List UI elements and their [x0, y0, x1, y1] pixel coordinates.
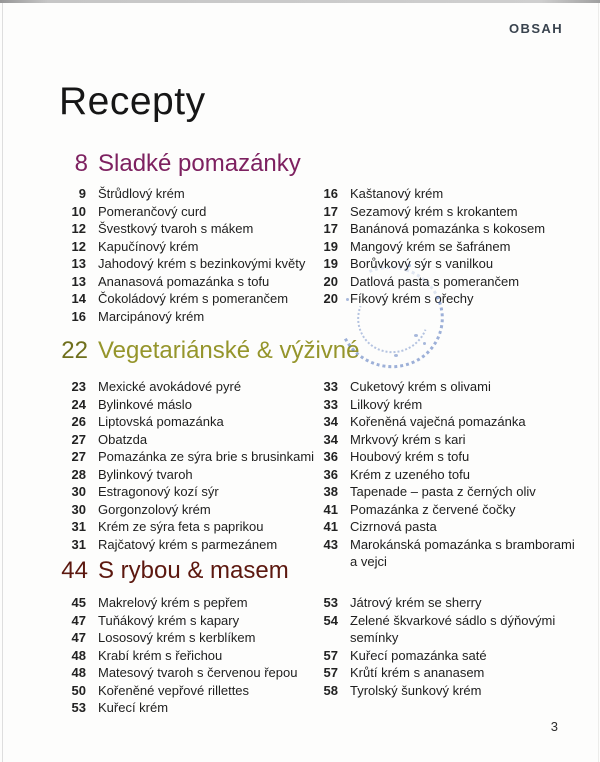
entry-title: Sezamový krém s krokantem	[350, 203, 518, 219]
toc-entry	[58, 467, 314, 485]
toc-entry	[58, 519, 314, 537]
entry-title: Pomerančový curd	[98, 203, 207, 219]
toc-entry	[310, 467, 575, 485]
entry-title: Marokánská pomazánka s bramborami	[350, 536, 575, 552]
contents-label: OBSAH	[509, 21, 563, 36]
entry-title: Cuketový krém s olivami	[350, 379, 491, 394]
toc-entry	[58, 700, 297, 718]
toc-column	[58, 186, 305, 326]
entry-page-number: 38	[323, 484, 338, 499]
entry-page-number: 17	[323, 221, 338, 236]
entry-page-number: 13	[71, 256, 86, 271]
toc-entry-continuation	[310, 630, 555, 648]
toc-column	[310, 379, 575, 572]
entry-title: Pomazánka z červené čočky	[350, 501, 516, 517]
toc-entry	[58, 274, 305, 292]
toc-entry	[58, 502, 314, 520]
entry-page-number: 13	[71, 273, 86, 289]
entry-page-number: 33	[323, 379, 338, 394]
toc-entry	[310, 595, 555, 613]
toc-entry	[58, 648, 297, 666]
entry-page-number: 9	[78, 186, 86, 201]
entry-page-number: 45	[71, 595, 86, 610]
entry-page-number: 10	[71, 203, 86, 219]
entry-page-number: 34	[323, 431, 338, 447]
entry-title: Cizrnová pasta	[350, 519, 437, 534]
toc-entry	[58, 239, 305, 257]
toc-entry	[310, 291, 545, 309]
toc-entry	[58, 683, 297, 701]
entry-title: Estragonový kozí sýr	[98, 484, 219, 499]
entry-page-number: 57	[323, 665, 338, 680]
section-header-sweet-spreads	[58, 149, 301, 179]
section-title: S rybou & masem	[98, 557, 289, 584]
toc-column	[310, 186, 545, 309]
toc-entry	[58, 397, 314, 415]
entry-page-number: 33	[323, 396, 338, 412]
entry-title: Tapenade – pasta z černých oliv	[350, 484, 536, 499]
toc-entry	[58, 449, 314, 467]
entry-title: Lilkový krém	[350, 396, 423, 412]
entry-page-number: 16	[71, 308, 86, 324]
entry-title: Gorgonzolový krém	[98, 501, 211, 517]
entry-page-number: 53	[71, 700, 86, 715]
entry-page-number: 36	[323, 466, 338, 482]
ink-speckle	[394, 354, 398, 357]
entry-title: Bylinkové máslo	[98, 396, 192, 412]
toc-entry	[310, 239, 545, 257]
entry-title: Banánová pomazánka s kokosem	[350, 221, 546, 236]
entry-page-number: 12	[71, 221, 86, 236]
toc-entry	[310, 397, 575, 415]
entry-page-number: 43	[323, 536, 338, 552]
entry-page-number: 53	[323, 595, 338, 610]
entry-page-number: 16	[323, 186, 338, 201]
toc-entry	[310, 665, 555, 683]
toc-entry	[58, 414, 314, 432]
entry-page-number: 12	[71, 238, 86, 254]
section-page-number: 8	[74, 150, 88, 177]
entry-page-number: 23	[71, 379, 86, 394]
entry-title: Houbový krém s tofu	[350, 449, 470, 464]
entry-title: Tyrolský šunkový krém	[350, 682, 482, 698]
entry-title: Kuřecí krém	[98, 700, 169, 715]
toc-entry	[58, 484, 314, 502]
entry-page-number: 34	[323, 414, 338, 429]
entry-title: Kaštanový krém	[350, 186, 444, 201]
toc-column	[310, 595, 555, 700]
scan-edge-left	[2, 3, 3, 762]
toc-entry	[310, 613, 555, 631]
toc-entry	[310, 221, 545, 239]
toc-entry	[310, 379, 575, 397]
entry-page-number: 24	[71, 396, 86, 412]
entry-title: Rajčatový krém s parmezánem	[98, 536, 278, 552]
page-title: Recepty	[59, 80, 206, 123]
toc-entry	[310, 519, 575, 537]
toc-entry	[310, 432, 575, 450]
entry-page-number: 36	[323, 449, 338, 464]
ink-speckle	[414, 334, 418, 337]
entry-title: Zelené škvarkové sádlo s dýňovými	[350, 612, 556, 628]
entry-title: Krém ze sýra feta s paprikou	[98, 519, 264, 534]
toc-entry	[58, 291, 305, 309]
entry-title: Jahodový krém s bezinkovými květy	[98, 256, 306, 271]
toc-entry	[58, 613, 297, 631]
section-title: Vegetariánské & výživné	[98, 337, 360, 364]
toc-entry	[58, 432, 314, 450]
entry-title: Marcipánový krém	[98, 308, 205, 324]
entry-title: Mrkvový krém s kari	[350, 431, 466, 447]
entry-page-number: 31	[71, 519, 86, 534]
entry-page-number: 41	[323, 501, 338, 517]
entry-title: Pomazánka ze sýra brie s brusinkami	[98, 449, 315, 464]
entry-page-number: 48	[71, 647, 86, 663]
toc-entry	[58, 595, 297, 613]
toc-entry	[310, 484, 575, 502]
toc-entry	[310, 204, 545, 222]
entry-title: Kuřecí pomazánka saté	[350, 647, 487, 663]
section-header-vegetarian	[58, 336, 359, 366]
entry-page-number: 50	[71, 682, 86, 698]
entry-title: a vejci	[350, 554, 387, 569]
entry-page-number: 54	[323, 612, 338, 628]
entry-page-number: 20	[323, 273, 338, 289]
ink-speckle	[423, 342, 426, 345]
toc-entry	[310, 414, 575, 432]
entry-page-number: 41	[323, 519, 338, 534]
section-title: Sladké pomazánky	[98, 150, 301, 177]
toc-entry-continuation	[310, 554, 575, 572]
entry-page-number: 19	[323, 256, 338, 271]
toc-entry	[310, 186, 545, 204]
toc-entry	[58, 537, 314, 555]
entry-page-number: 47	[71, 612, 86, 628]
page-number: 3	[550, 719, 558, 734]
entry-page-number: 30	[71, 484, 86, 499]
scan-edge-top	[0, 0, 600, 3]
entry-title: Datlová pasta s pomerančem	[350, 273, 520, 289]
entry-title: Kořeněná vaječná pomazánka	[350, 414, 526, 429]
entry-title: semínky	[350, 630, 399, 645]
entry-title: Fíkový krém s ořechy	[350, 291, 474, 306]
section-page-number: 22	[61, 337, 88, 364]
entry-title: Obatzda	[98, 431, 148, 447]
entry-title: Kořeněné vepřové rillettes	[98, 682, 250, 698]
entry-page-number: 20	[323, 291, 338, 306]
entry-title: Mexické avokádové pyré	[98, 379, 242, 394]
entry-title: Krabí krém s řeřichou	[98, 647, 223, 663]
entry-page-number: 14	[71, 291, 86, 306]
toc-column	[58, 379, 314, 554]
toc-entry	[310, 648, 555, 666]
section-header-fish-meat	[58, 556, 289, 586]
entry-title: Játrový krém se sherry	[350, 595, 482, 610]
entry-title: Švestkový tvaroh s mákem	[98, 221, 254, 236]
entry-page-number: 28	[71, 466, 86, 482]
entry-page-number: 57	[323, 647, 338, 663]
entry-page-number: 48	[71, 665, 86, 680]
toc-entry	[310, 449, 575, 467]
toc-entry	[58, 221, 305, 239]
entry-title: Kapučínový krém	[98, 238, 199, 254]
toc-entry	[310, 274, 545, 292]
entry-title: Ananasová pomazánka s tofu	[98, 273, 270, 289]
entry-page-number: 47	[71, 630, 86, 645]
entry-page-number: 17	[323, 203, 338, 219]
toc-entry	[58, 186, 305, 204]
entry-page-number: 26	[71, 414, 86, 429]
entry-page-number: 19	[323, 238, 338, 254]
entry-title: Krém z uzeného tofu	[350, 466, 470, 482]
entry-title: Matesový tvaroh s červenou řepou	[98, 665, 298, 680]
toc-entry	[58, 256, 305, 274]
toc-entry	[310, 256, 545, 274]
toc-entry	[310, 502, 575, 520]
entry-title: Borůvkový sýr s vanilkou	[350, 256, 494, 271]
toc-entry	[58, 665, 297, 683]
toc-entry	[58, 309, 305, 327]
section-page-number: 44	[61, 557, 88, 584]
entry-title: Lososový krém s kerblíkem	[98, 630, 256, 645]
entry-title: Čokoládový krém s pomerančem	[98, 291, 289, 306]
toc-entry	[58, 630, 297, 648]
entry-page-number: 27	[71, 431, 86, 447]
toc-entry	[310, 683, 555, 701]
toc-entry	[58, 204, 305, 222]
entry-title: Makrelový krém s pepřem	[98, 595, 248, 610]
entry-page-number: 58	[323, 682, 338, 698]
toc-column	[58, 595, 297, 718]
toc-entry	[58, 379, 314, 397]
entry-page-number: 30	[71, 501, 86, 517]
entry-title: Liptovská pomazánka	[98, 414, 224, 429]
entry-title: Mangový krém se šafránem	[350, 238, 511, 254]
entry-page-number: 31	[71, 536, 86, 552]
entry-page-number: 27	[71, 449, 86, 464]
scan-edge-right	[598, 3, 599, 762]
entry-title: Krůtí krém s ananasem	[350, 665, 485, 680]
entry-title: Štrůdlový krém	[98, 186, 185, 201]
toc-entry	[310, 537, 575, 555]
entry-title: Tuňákový krém s kapary	[98, 612, 240, 628]
entry-title: Bylinkový tvaroh	[98, 466, 193, 482]
